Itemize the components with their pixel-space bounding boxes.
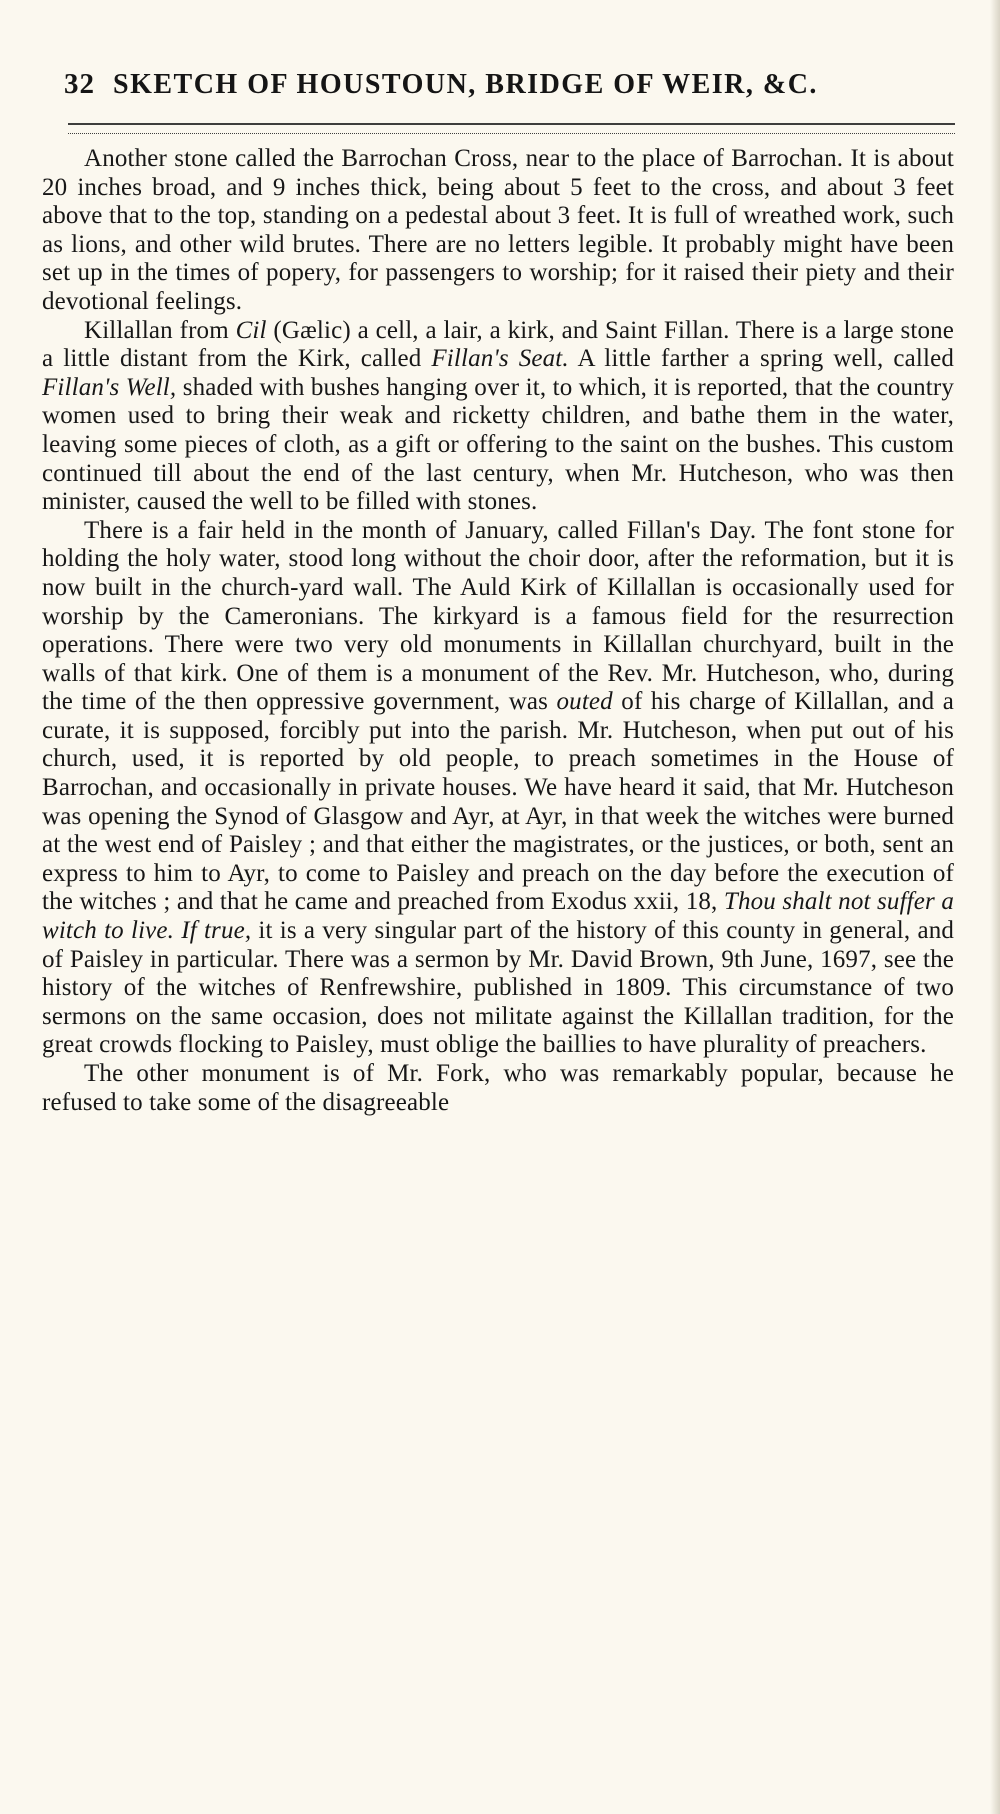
- italic-word: Cil: [235, 316, 267, 344]
- italic-quote: Thou shalt not suffer a witch to live.: [42, 888, 954, 945]
- paragraph-text: A little farther a spring well, called: [577, 345, 954, 373]
- page-header: [64, 68, 964, 101]
- paragraph-text: Another stone called the Barrochan Cross, near to the place of Barrochan. It is about 20 inches broad, and 9 inches thick, being about 5 feet to the cross, and about 3 feet above that to the top, standing on a pedestal about 3 feet. It is full of wreathed work, such as lions, and other wild brutes. There are no letters legible. It probably might have been set up in the times of popery, for passengers to worship; for it raised their piety and their devotional feelings.: [42, 145, 954, 315]
- italic-word: outed: [556, 688, 613, 716]
- paragraph-text: The other monument is of Mr. Fork, who was remarkably popular, because he refused to take some of the disagreeable: [42, 1060, 954, 1116]
- paragraph-other-monument: [42, 1060, 954, 1117]
- paragraph-text: Killallan from: [84, 316, 229, 344]
- italic-phrase: If true,: [181, 917, 252, 945]
- italic-phrase: Fillan's Seat.: [431, 345, 569, 373]
- paragraph-text: (Gælic) a cell, a lair, a kirk, and Saint Fillan. There is a large stone a little distant from the Kirk, called: [42, 316, 955, 373]
- page-body: [42, 145, 954, 1117]
- page-number: 32: [64, 68, 95, 100]
- paragraph-text: it is a very singular part of the history of this county in general, and of Paisley in particular. There was a sermon by Mr. David Brown, 9th June, 1697, see the history of the witches of Renfrewshire, published in 1809. This circumstance of two sermons on the same occasion, does not militate against the Killallan tradition, for the great crowds flocking to Paisley, must oblige the baillies to have plurality of preachers.: [42, 917, 955, 1059]
- italic-phrase: Fillan's Well,: [42, 373, 177, 401]
- paragraph-killallan-origin: [42, 317, 954, 517]
- paragraph-text: of his charge of Killallan, and a curate, it is supposed, forcibly put into the parish. Mr. Hutcheson, when put out of his church, used, it is reported by old people, to preach sometimes in the House of Barrochan, and occasionally in private houses. We have heard it said, that Mr. Hutcheson was opening the Synod of Glasgow and Ayr, at Ayr, in that week the witches were burned at the west end of Paisley ; and that either the magistrates, or the justices, or both, sent an express to him to Ayr, to come to Paisley and preach on the day before the execution of the witches ; and that he came and preached from Exodus xxii, 18,: [42, 688, 955, 916]
- header-rule: [68, 123, 955, 134]
- paragraph-text: shaded with bushes hanging over it, to which, it is reported, that the country women used to bring their weak and ricketty children, and bathe them in the water, leaving some pieces of cloth, as a gift or offering to the saint on the bushes. This custom continued till about the end of the last century, when Mr. Hutcheson, who was then minister, caused the well to be filled with stones.: [42, 373, 954, 516]
- paragraph-text: There is a fair held in the month of January, called Fillan's Day. The font stone for holding the holy water, stood long without the choir door, after the reformation, but it is now built in the church-yard wall. The Auld Kirk of Killallan is occasionally used for worship by the Cameronians. The kirkyard is a famous field for the resurrection operations. There were two very old monuments in Killallan churchyard, built in the walls of that kirk. One of them is a monument of the Rev. Mr. Hutcheson, who, during the time of the then oppressive government, was: [42, 516, 954, 716]
- running-head: SKETCH OF HOUSTOUN, BRIDGE OF WEIR, &C.: [113, 69, 818, 100]
- page-edge-shadow: [990, 0, 1000, 1814]
- paragraph-fillans-day: [42, 517, 954, 1060]
- paragraph-barrochan-cross: [42, 145, 954, 317]
